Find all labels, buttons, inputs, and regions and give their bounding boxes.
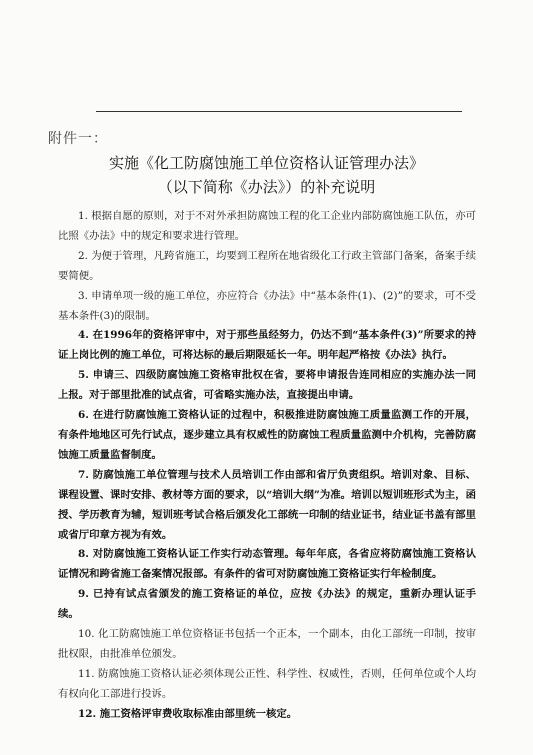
document-title: 实施《化工防腐蚀施工单位资格认证管理办法》 bbox=[108, 154, 424, 172]
paragraph-6: 6. 在进行防腐蚀施工资格认证的过程中，积极推进防腐蚀施工质量监测工作的开展，有条件地地区可先行试点，逐步建立具有权威性的防腐蚀工程质量监测中介机构，完善防腐蚀施工质量监督制度。 bbox=[58, 409, 476, 461]
paragraph-5: 5. 申请三、四级防腐蚀施工资格审批权在省，要将申请报告连同相应的实施办法一同上报。对于部里批准的试点省，可省略实施办法，直接提出申请。 bbox=[58, 369, 476, 402]
paragraph-7: 7. 防腐蚀施工单位管理与技术人员培训工作由部和省厅负责组织。培训对象、目标、课程设置、课时安排、教材等方面的要求，以“培训大纲”为准。培训以短训班形式为主，函授、学历教育为辅，短训班考试合格后颁发化工部统一印制的结业证书，结业证书盖有部里或省厅印章方视为有效。 bbox=[58, 468, 476, 541]
paragraph-4: 4. 在1996年的资格评审中，对于那些虽经努力，仍达不到“基本条件(3)”所要求的持证上岗比例的施工单位，可将达标的最后期限延长一年。明年起严格按《办法》执行。 bbox=[58, 329, 476, 362]
paragraph-1: 1. 根据自愿的原则，对于不对外承担防腐蚀工程的化工企业内部防腐蚀施工队伍，亦可比照《办法》中的规定和要求进行管理。 bbox=[58, 210, 476, 242]
attachment-label: 附件一： bbox=[48, 131, 108, 147]
paragraph-3: 3. 申请单项一级的施工单位，亦应符合《办法》中“基本条件(1)、(2)”的要求，可不受基本条件(3)的限制。 bbox=[58, 289, 476, 322]
document-body bbox=[58, 207, 476, 725]
paragraph-11: 11. 防腐蚀施工资格认证必须体现公正性、科学性、权威性，否则，任何单位或个人均有权向化工部进行投诉。 bbox=[58, 667, 476, 700]
paragraph-2: 2. 为便于管理，凡跨省施工，均要到工程所在地省级化工行政主管部门备案，备案手续要简便。 bbox=[58, 249, 476, 282]
paragraph-9: 9. 已持有试点省颁发的施工资格证的单位，应按《办法》的规定，重新办理认证手续。 bbox=[58, 588, 476, 621]
document-subtitle: （以下简称《办法》）的补充说明 bbox=[157, 178, 376, 196]
paragraph-10: 10. 化工防腐蚀施工单位资格证书包括一个正本，一个副本，由化工部统一印制，按审批权限，由批准单位颁发。 bbox=[58, 628, 476, 660]
top-divider bbox=[96, 111, 462, 112]
paragraph-8: 8. 对防腐蚀施工资格认证工作实行动态管理。每年年底，各省应将防腐蚀施工资格认证情况和跨省施工备案情况报部。有条件的省可对防腐蚀施工资格证实行年检制度。 bbox=[58, 548, 476, 581]
paragraph-12: 12. 施工资格评审费收取标准由部里统一核定。 bbox=[78, 707, 298, 720]
